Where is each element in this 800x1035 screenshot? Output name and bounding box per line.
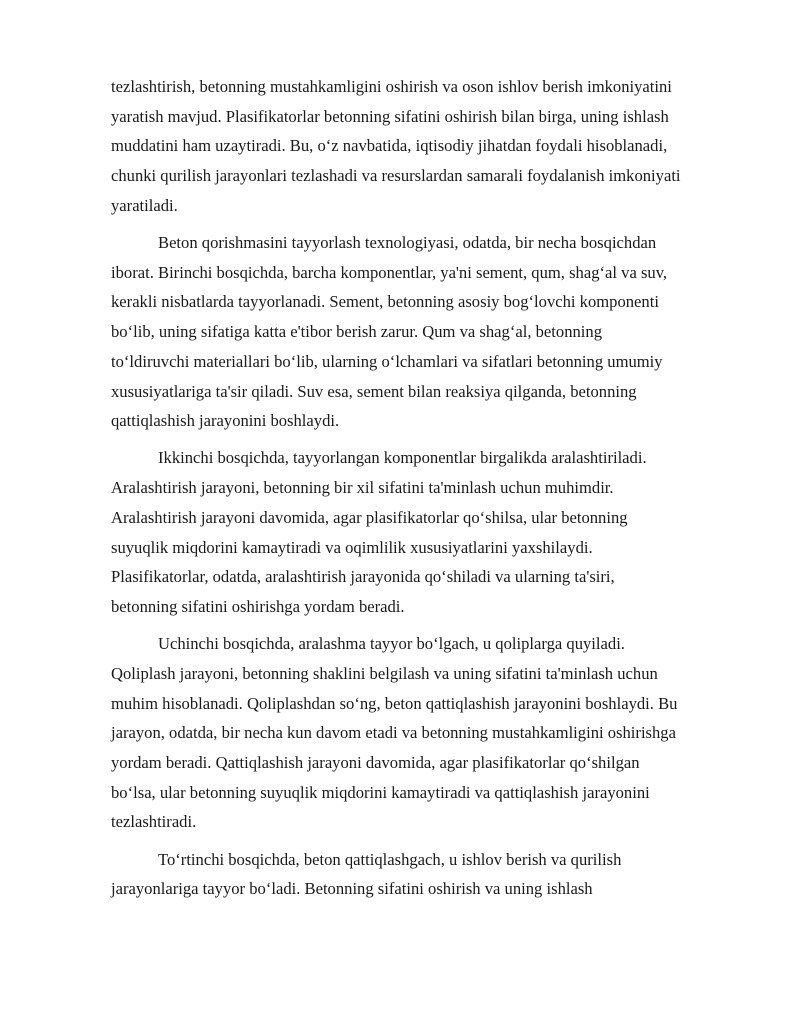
text-line: yaratish mavjud. Plasifikatorlar betonning sifatini oshirish bilan birga, uning ishlash xyxy=(111,106,669,126)
text-line: muhim hisoblanadi. Qoliplashdan soʻng, beton qattiqlashish jarayonini boshlaydi. Bu xyxy=(111,693,678,713)
paragraph-fourth-stage xyxy=(111,845,701,904)
text-line: yaratiladi. xyxy=(111,195,178,215)
text-line: Beton qorishmasini tayyorlash texnologiyasi, odatda, bir necha bosqichdan xyxy=(158,233,657,253)
text-line: suyuqlik miqdorini kamaytiradi va oqimlilik xususiyatlarini yaxshilaydi. xyxy=(111,537,593,557)
text-line: kerakli nisbatlarda tayyorlanadi. Sement, betonning asosiy bogʻlovchi komponenti xyxy=(111,292,659,312)
text-line: Aralashtirish jarayoni davomida, agar plasifikatorlar qoʻshilsa, ular betonning xyxy=(111,507,628,527)
text-line: tezlashtiradi. xyxy=(111,812,197,832)
document-body xyxy=(111,72,701,911)
text-line: jarayonlariga tayyor boʻladi. Betonning sifatini oshirish va uning ishlash xyxy=(111,879,593,899)
text-line: tezlashtirish, betonning mustahkamligini oshirish va oson ishlov berish imkoniyatini xyxy=(111,77,672,96)
paragraph-continuation xyxy=(111,72,701,221)
text-line: xususiyatlariga ta'sir qiladi. Suv esa, sement bilan reaksiya qilganda, betonning xyxy=(111,381,637,401)
text-line: boʻlsa, ular betonning suyuqlik miqdorini kamaytiradi va qattiqlashish jarayonini xyxy=(111,782,650,802)
text-line: Ikkinchi bosqichda, tayyorlangan komponentlar birgalikda aralashtiriladi. xyxy=(158,448,647,468)
text-line: Toʻrtinchi bosqichda, beton qattiqlashgach, u ishlov berish va qurilish xyxy=(158,849,622,869)
text-line: Aralashtirish jarayoni, betonning bir xil sifatini ta'minlash uchun muhimdir. xyxy=(111,478,614,498)
text-line: jarayon, odatda, bir necha kun davom etadi va betonning mustahkamligini oshirishga xyxy=(111,723,676,743)
text-line: qattiqlashish jarayonini boshlaydi. xyxy=(111,411,340,431)
paragraph-preparation-technology xyxy=(111,228,701,436)
paragraph-second-stage xyxy=(111,443,701,621)
paragraph-third-stage xyxy=(111,629,701,837)
text-line: iborat. Birinchi bosqichda, barcha komponentlar, ya'ni sement, qum, shagʻal va suv, xyxy=(111,262,668,282)
text-line: yordam beradi. Qattiqlashish jarayoni davomida, agar plasifikatorlar qoʻshilgan xyxy=(111,752,640,772)
text-line: Plasifikatorlar, odatda, aralashtirish jarayonida qoʻshiladi va ularning ta'siri, xyxy=(111,567,615,587)
text-line: toʻldiruvchi materiallari boʻlib, ularning oʻlchamlari va sifatlari betonning umumiy xyxy=(111,351,663,371)
text-line: betonning sifatini oshirishga yordam beradi. xyxy=(111,596,405,616)
text-line: Uchinchi bosqichda, aralashma tayyor boʻlgach, u qoliplarga quyiladi. xyxy=(158,634,625,654)
text-line: muddatini ham uzaytiradi. Bu, oʻz navbatida, iqtisodiy jihatdan foydali hisoblanadi, xyxy=(111,136,668,156)
text-line: chunki qurilish jarayonlari tezlashadi va resurslardan samarali foydalanish imkoniyati xyxy=(111,166,681,186)
text-line: boʻlib, uning sifatiga katta e'tibor berish zarur. Qum va shagʻal, betonning xyxy=(111,322,602,342)
text-line: Qoliplash jarayoni, betonning shaklini belgilash va uning sifatini ta'minlash uchun xyxy=(111,663,658,683)
